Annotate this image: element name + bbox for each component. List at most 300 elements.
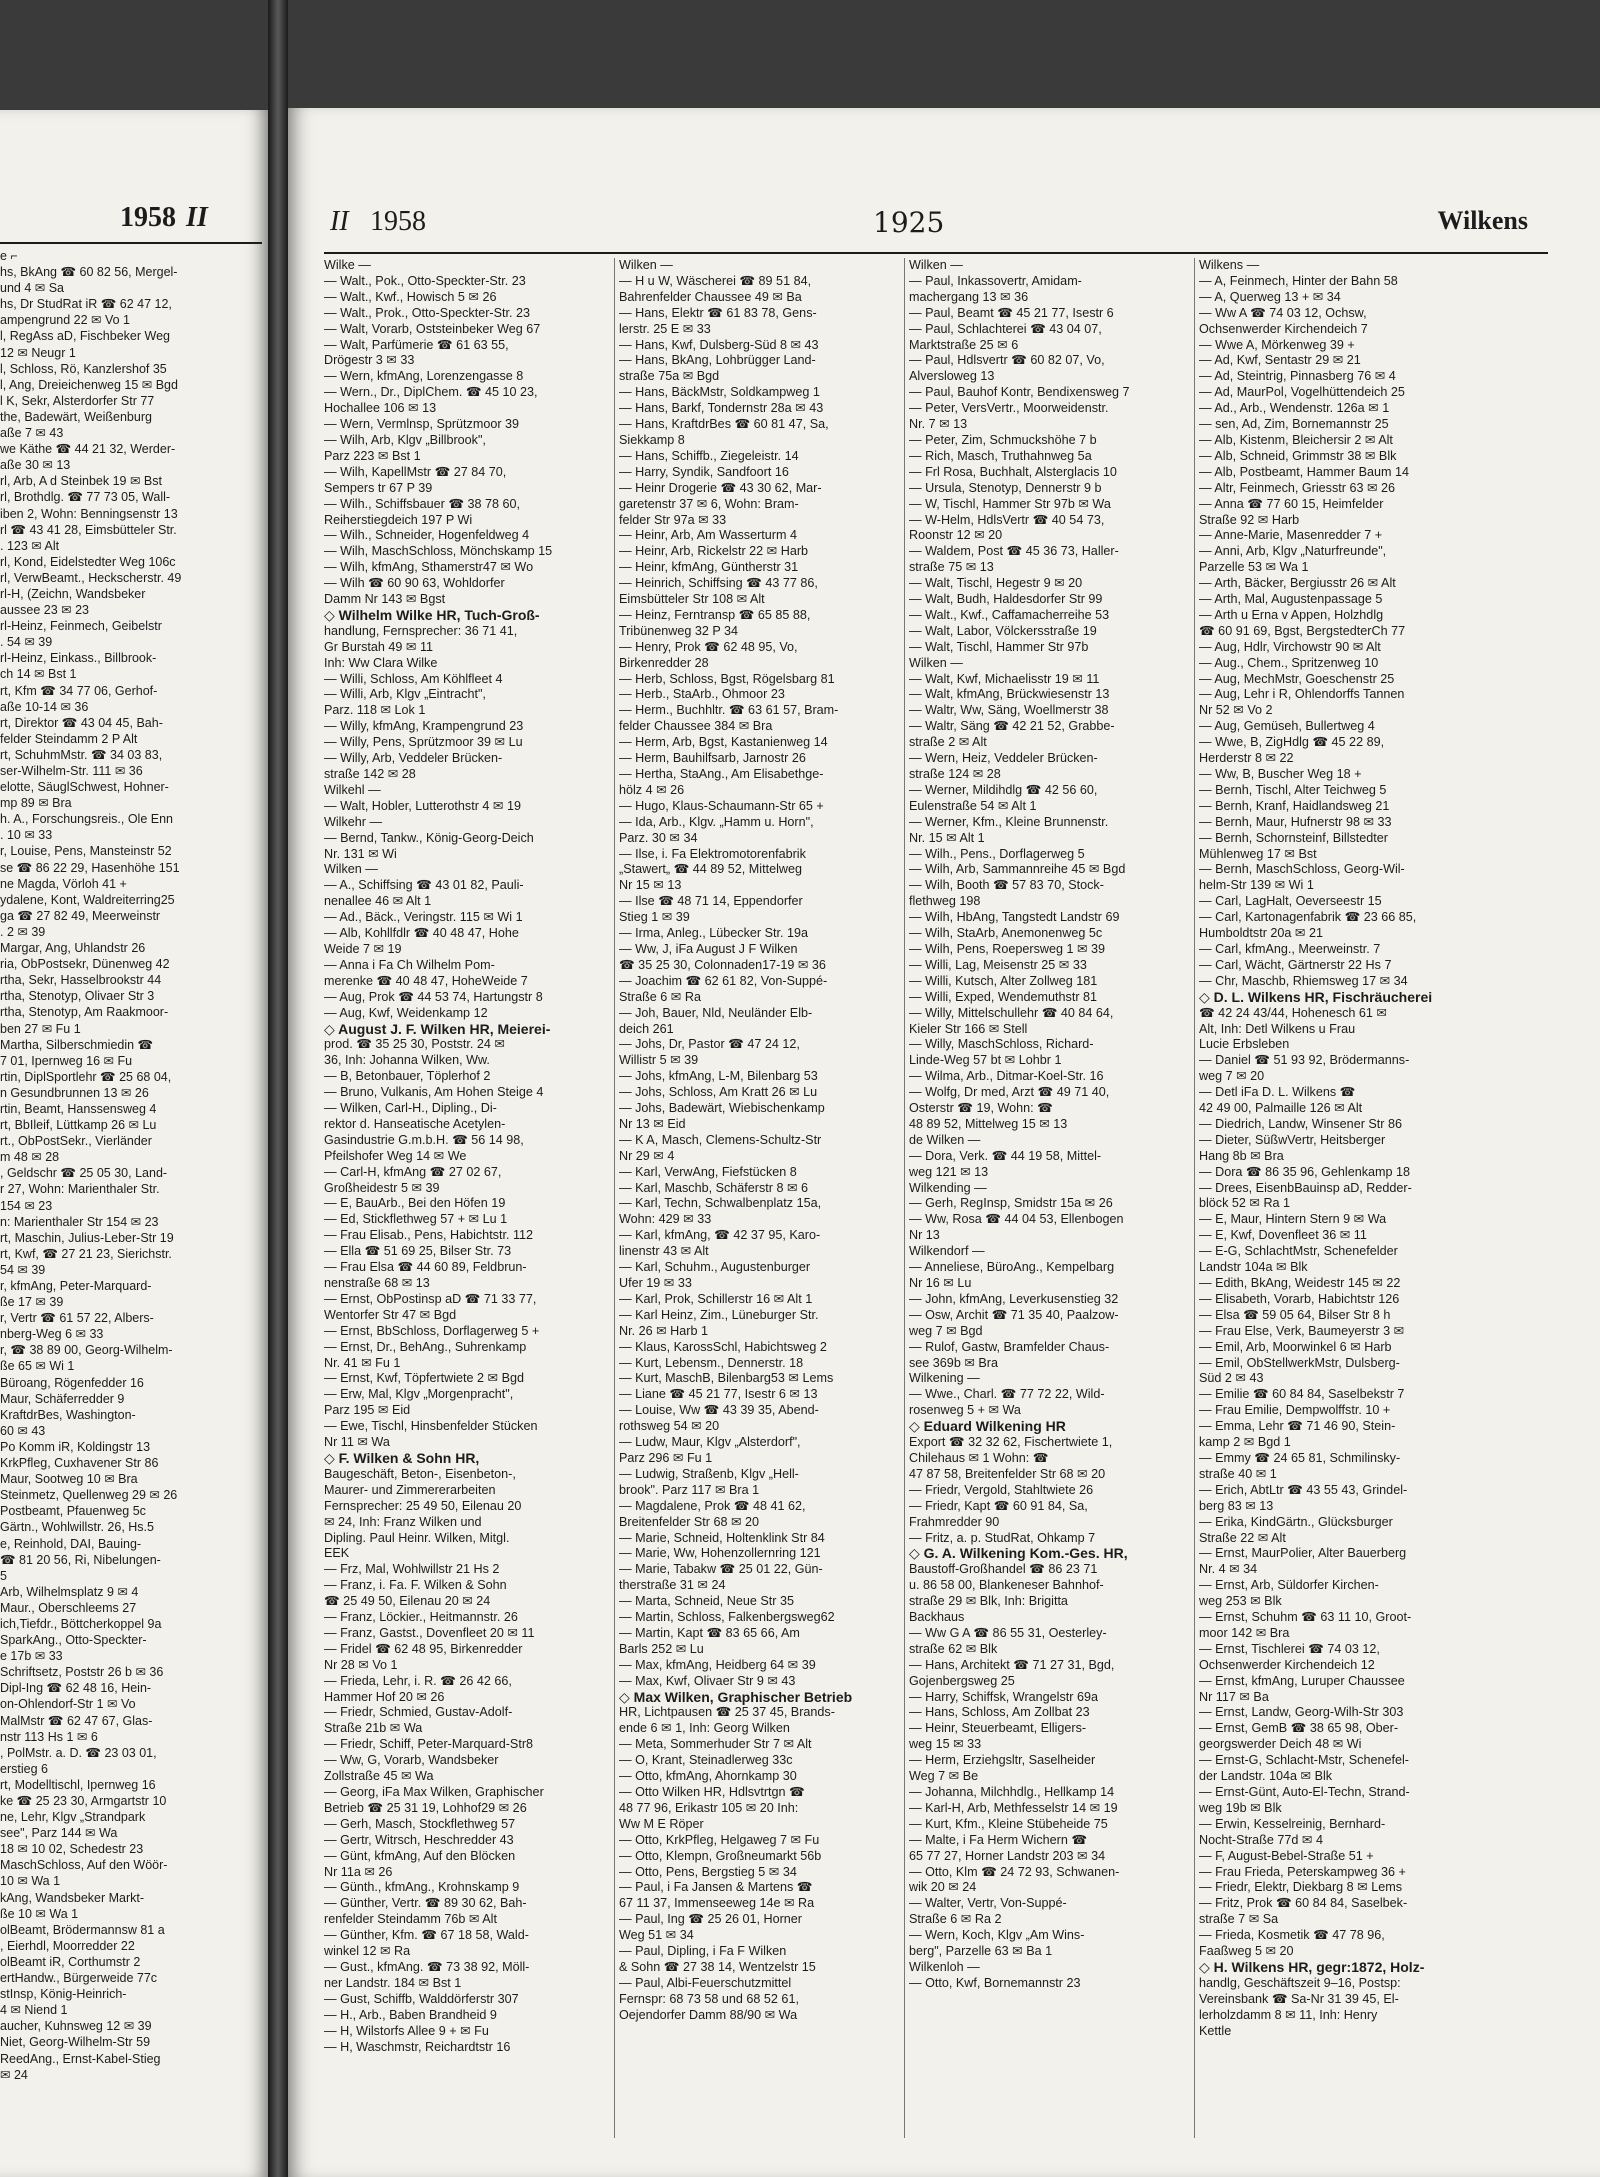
left-page-line: felder Steindamm 2 P Alt xyxy=(0,731,138,746)
left-page-line: ne Magda, Vörloh 41 + xyxy=(0,876,127,891)
directory-entry-line: lerholzdamm 8 ✉ 11, Inh: Henry xyxy=(1199,2007,1378,2022)
directory-entry-line: — Otto, KrkPfleg, Helgaweg 7 ✉ Fu xyxy=(619,1832,820,1847)
left-page-line: ße 10 ✉ Wa 1 xyxy=(0,1906,79,1921)
left-page-line: r, Vertr ☎ 61 57 22, Albers- xyxy=(0,1311,154,1326)
directory-entry-line: — Peter, Zim, Schmuckshöhe 7 b xyxy=(909,432,1097,447)
directory-entry-line: 48 89 52, Mittelweg 15 ✉ 13 xyxy=(909,1116,1068,1131)
left-page-line: rl, Brothdlg. ☎ 77 73 05, Wall- xyxy=(0,490,171,505)
directory-entry-line: weg 121 ✉ 13 xyxy=(909,1164,989,1179)
directory-entry-line: Nr 13 xyxy=(909,1228,940,1243)
left-page-line: ich,Tiefdr., Böttcherkoppel 9a xyxy=(0,1616,162,1631)
directory-entry-line: — Arth, Mal, Augustenpassage 5 xyxy=(1199,592,1383,607)
left-page-line: ☎ 81 20 56, Ri, Nibelungen- xyxy=(0,1552,161,1567)
left-page-line: rt, Modelltischl, Ipernweg 16 xyxy=(0,1777,156,1792)
directory-entry-line: — Aug, Hdlr, Virchowstr 90 ✉ Alt xyxy=(1199,639,1381,654)
directory-entry-line: — Alb, Kohllfdlr ☎ 40 48 47, Hohe xyxy=(324,926,519,941)
directory-entry-line: Nr 15 ✉ 13 xyxy=(619,878,682,893)
left-page-line: see", Parz 144 ✉ Wa xyxy=(0,1826,118,1841)
directory-entry-line: — Frl Rosa, Buchhalt, Alsterglacis 10 xyxy=(909,464,1117,479)
surname-heading: Wilke — xyxy=(324,258,371,272)
directory-entry-line: Roonstr 12 ✉ 20 xyxy=(909,528,1003,543)
firm-entry: ◇ Eduard Wilkening HR xyxy=(909,1419,1066,1435)
directory-entry-line: — sen, Ad, Zim, Bornemannstr 25 xyxy=(1199,417,1389,432)
directory-entry-line: — Elisabeth, Vorarb, Habichtstr 126 xyxy=(1199,1291,1400,1306)
left-page-line: 18 ✉ 10 02, Schedestr 23 xyxy=(0,1842,144,1857)
directory-entry-line: — Bernh, Tischl, Alter Teichweg 5 xyxy=(1199,782,1387,797)
directory-entry-line: — Walt, Parfümerie ☎ 61 63 55, xyxy=(324,337,509,352)
directory-entry-line: straße 62 ✉ Blk xyxy=(909,1641,998,1656)
directory-entry-line: — Günther, Vertr. ☎ 89 30 62, Bah- xyxy=(324,1896,527,1911)
left-page-line: mp 89 ✉ Bra xyxy=(0,796,72,811)
directory-entry-line: — Willy, Pens, Sprützmoor 39 ✉ Lu xyxy=(324,735,523,750)
directory-entry-line: — Wilh., Schiffsbauer ☎ 38 78 60, xyxy=(324,496,521,511)
left-page-line: . 10 ✉ 33 xyxy=(0,828,53,843)
left-page-year: 1958 xyxy=(120,202,176,233)
directory-entry-line: Parz. 118 ✉ Lok 1 xyxy=(324,703,426,718)
directory-entry-line: — Ursula, Stenotyp, Dennerstr 9 b xyxy=(909,480,1102,495)
directory-entry-line: — Bernh, MaschSchloss, Georg-Wil- xyxy=(1199,862,1405,877)
directory-entry-line: 48 77 96, Erikastr 105 ✉ 20 Inh: xyxy=(619,1800,799,1815)
directory-entry-line: wik 20 ✉ 24 xyxy=(909,1880,977,1895)
directory-entry-line: — Aug., Chem., Spritzenweg 10 xyxy=(1199,655,1379,670)
directory-entry-line: — Wern., Dr., DiplChem. ☎ 45 10 23, xyxy=(324,385,538,400)
left-page-line: ke ☎ 25 23 30, Armgartstr 10 xyxy=(0,1794,167,1808)
directory-entry-line: deich 261 xyxy=(619,1021,674,1036)
left-page-line: aße 30 ✉ 13 xyxy=(0,458,71,473)
directory-entry-line: — Hans, KraftdrBes ☎ 60 81 47, Sa, xyxy=(619,417,829,432)
surname-heading: Wilken — xyxy=(909,258,963,272)
directory-entry-line: therstraße 31 ✉ 24 xyxy=(619,1578,726,1593)
left-page-line: rl, Kond, Eidelstedter Weg 106c xyxy=(0,554,176,569)
directory-entry-line: — Herb, Schloss, Bgst, Rögelsbarg 81 xyxy=(619,671,835,686)
directory-entry-line: Weg 7 ✉ Be xyxy=(909,1769,979,1784)
directory-entry-line: — Otto Wilken HR, Hdlsvtrtgn ☎ xyxy=(619,1785,805,1799)
firm-entry: ◇ H. Wilkens HR, gegr:1872, Holz- xyxy=(1199,1959,1425,1975)
directory-entry-line: Nr 117 ✉ Ba xyxy=(1199,1689,1269,1704)
directory-entry-line: Parz 195 ✉ Eid xyxy=(324,1403,411,1418)
left-page-line: h. A., Forschungsreis., Ole Enn xyxy=(0,812,173,827)
directory-entry-line: — A, Querweg 13 + ✉ 34 xyxy=(1199,289,1341,304)
directory-entry-line: Straße 21b ✉ Wa xyxy=(324,1721,423,1736)
left-page-line: ch 14 ✉ Bst 1 xyxy=(0,667,77,682)
directory-entry-line: — Waltr, Säng ☎ 42 21 52, Grabbe- xyxy=(909,719,1115,734)
left-page-line: l K, Sekr, Alsterdorfer Str 77 xyxy=(0,393,155,408)
left-page-line: ampengrund 22 ✉ Vo 1 xyxy=(0,313,131,328)
directory-entry-line: — Gerh, RegInsp, Smidstr 15a ✉ 26 xyxy=(909,1196,1113,1211)
directory-entry-line: Backhaus xyxy=(909,1610,965,1625)
directory-entry-line: Osterstr ☎ 19, Wohn: ☎ xyxy=(909,1101,1053,1116)
directory-entry-line: Herderstr 8 ✉ 22 xyxy=(1199,751,1294,766)
directory-entry-line: — Dora ☎ 86 35 96, Gehlenkamp 18 xyxy=(1199,1164,1411,1179)
directory-column-1 xyxy=(324,258,608,2138)
directory-entry-line: — Paul, Albi-Feuerschutzmittel xyxy=(619,1975,792,1990)
directory-entry-line: — Kurt, Kfm., Kleine Stübeheide 75 xyxy=(909,1816,1108,1831)
directory-entry-line: — Erika, KindGärtn., Glücksburger xyxy=(1199,1514,1393,1529)
directory-entry-line: — Ernst, Tischlerei ☎ 74 03 12, xyxy=(1199,1641,1380,1656)
directory-entry-line: — Günth., kfmAng., Krohnskamp 9 xyxy=(324,1880,520,1895)
directory-entry-line: straße 75a ✉ Bgd xyxy=(619,369,720,384)
directory-entry-line: ☎ 60 91 69, Bgst, BergstedterCh 77 xyxy=(1199,623,1406,638)
directory-entry-line: — Hans, Schloss, Am Zollbat 23 xyxy=(909,1705,1090,1720)
directory-entry-line: Nr 16 ✉ Lu xyxy=(909,1276,972,1290)
directory-entry-line: — Willi, Exped, Wendemuthstr 81 xyxy=(909,989,1098,1004)
directory-entry-line: — Peter, VersVertr., Moorweidenstr. xyxy=(909,401,1109,416)
directory-entry-line: — Anna ☎ 77 60 15, Heimfelder xyxy=(1199,496,1384,511)
left-header-rule xyxy=(0,242,262,244)
directory-entry-line: — Daniel ☎ 51 93 92, Brödermanns- xyxy=(1199,1053,1410,1068)
directory-entry-line: — Ernst, Schuhm ☎ 63 11 10, Groot- xyxy=(1199,1610,1412,1625)
directory-entry-line: lerstr. 25 E ✉ 33 xyxy=(619,321,711,336)
directory-entry-line: — Paul, Beamt ☎ 45 21 77, Isestr 6 xyxy=(909,305,1114,320)
directory-entry-line: — Herb., StaArb., Ohmoor 23 xyxy=(619,687,785,702)
directory-entry-line: — Walt., Pok., Otto-Speckter-Str. 23 xyxy=(324,273,526,288)
directory-entry-line: — Alb, Postbeamt, Hammer Baum 14 xyxy=(1199,464,1409,479)
left-page-line: l, Schloss, Rö, Kanzlershof 35 xyxy=(0,361,167,376)
left-page-line: Maur, Sootweg 10 ✉ Bra xyxy=(0,1472,138,1487)
directory-entry-line: Parz. 30 ✉ 34 xyxy=(619,830,698,845)
directory-entry-line: — Joh, Bauer, Nld, Neuländer Elb- xyxy=(619,1005,813,1020)
directory-entry-line: — Aug, MechMstr, Goeschenstr 25 xyxy=(1199,671,1395,686)
directory-entry-line: — Ad., Arb., Wendenstr. 126a ✉ 1 xyxy=(1199,401,1390,416)
directory-entry-line: — Johs, kfmAng, L-M, Bilenbarg 53 xyxy=(619,1069,818,1084)
directory-entry-line: Maurer- und Zimmererarbeiten xyxy=(324,1482,496,1497)
surname-heading: Wilkening — xyxy=(909,1371,980,1386)
directory-entry-line: — Walt., Kwf., Howisch 5 ✉ 26 xyxy=(324,289,497,304)
left-page-line: , Geldschr ☎ 25 05 30, Land- xyxy=(0,1166,168,1181)
directory-entry-line: blöck 52 ✉ Ra 1 xyxy=(1199,1196,1291,1211)
directory-entry-line: — Dieter, SüßwVertr, Heitsberger xyxy=(1199,1132,1386,1147)
directory-entry-line: — Wilh, HbAng, Tangstedt Landstr 69 xyxy=(909,910,1120,925)
directory-entry-line: — H u W, Wäscherei ☎ 89 51 84, xyxy=(619,273,812,288)
directory-entry-line: Alversloweg 13 xyxy=(909,369,995,384)
directory-entry-line: — Heinr, Arb, Am Wasserturm 4 xyxy=(619,528,797,543)
directory-entry-line: — Irma, Anleg., Lübecker Str. 19a xyxy=(619,926,809,941)
directory-entry-line: — Carl, Wächt, Gärtnerstr 22 Hs 7 xyxy=(1199,957,1392,972)
directory-entry-line: Ochsenwerder Kirchendeich 12 xyxy=(1199,1657,1375,1672)
directory-entry-line: — Heinrich, Schiffsing ☎ 43 77 86, xyxy=(619,576,818,591)
directory-entry-line: Tribünenweg 32 P 34 xyxy=(619,623,739,638)
directory-entry-line: — Henry, Prok ☎ 62 48 95, Vo, xyxy=(619,639,798,654)
directory-entry-line: straße 75 ✉ 13 xyxy=(909,560,994,575)
left-page-header xyxy=(120,202,208,234)
directory-entry-line: Nr 11a ✉ 26 xyxy=(324,1864,393,1879)
directory-entry-line: — Detl iFa D. L. Wilkens ☎ xyxy=(1199,1085,1356,1100)
left-page-line: kAng, Wandsbeker Markt- xyxy=(0,1890,145,1905)
directory-entry-line: brook". Parz 117 ✉ Bra 1 xyxy=(619,1482,760,1497)
directory-entry-line: — Erich, AbtLtr ☎ 43 55 43, Grindel- xyxy=(1199,1482,1408,1497)
directory-entry-line: — Friedr, Elektr, Diekbarg 8 ✉ Lems xyxy=(1199,1880,1403,1895)
left-page-line: . 54 ✉ 39 xyxy=(0,635,53,650)
left-page-line: 4 ✉ Niend 1 xyxy=(0,2003,68,2018)
directory-entry-line: — Willi, Arb, Klgv „Eintracht", xyxy=(324,687,486,702)
directory-entry-line: — Ad, MaurPol, Vogelhüttendeich 25 xyxy=(1199,385,1405,400)
directory-entry-line: winkel 12 ✉ Ra xyxy=(324,1944,411,1959)
directory-entry-line: — Karl Heinz, Zim., Lüneburger Str. xyxy=(619,1307,819,1322)
surname-heading: Wilkehr — xyxy=(324,814,383,829)
left-page-line: elotte, SäuglSchwest, Hohner- xyxy=(0,780,169,795)
directory-entry-line: — Werner, Kfm., Kleine Brunnenstr. xyxy=(909,814,1109,829)
directory-entry-line: — Klaus, KarossSchl, Habichtsweg 2 xyxy=(619,1339,827,1354)
directory-entry-line: & Sohn ☎ 27 38 14, Wentzelstr 15 xyxy=(619,1959,816,1974)
left-page-line: l, RegAss aD, Fischbeker Weg xyxy=(0,329,170,344)
left-page-line: ertHandw., Bürgerweide 77c xyxy=(0,1971,158,1986)
directory-entry-line: — Rulof, Gastw, Bramfelder Chaus- xyxy=(909,1339,1110,1354)
left-page-line: 10 ✉ Wa 1 xyxy=(0,1874,61,1889)
directory-entry-line: straße 29 ✉ Blk, Inh: Brigitta xyxy=(909,1594,1068,1609)
directory-entry-line: — Walt, Budh, Haldesdorfer Str 99 xyxy=(909,592,1103,607)
left-page xyxy=(0,110,268,2177)
left-page-line: se ☎ 86 22 29, Hasenhöhe 151 xyxy=(0,860,180,875)
directory-entry-line: u. 86 58 00, Blankeneser Bahnhof- xyxy=(909,1578,1104,1593)
directory-entry-line: — Georg, iFa Max Wilken, Graphischer xyxy=(324,1785,544,1799)
left-page-line: rtha, Stenotyp, Am Raakmoor- xyxy=(0,1005,169,1020)
directory-entry-line: Breitenfelder Str 68 ✉ 20 xyxy=(619,1514,760,1529)
directory-entry-line: — Gertr, Witrsch, Heschredder 43 xyxy=(324,1832,514,1847)
directory-entry-line: — Ernst-Günt, Auto-El-Techn, Strand- xyxy=(1199,1785,1410,1799)
directory-entry-line: — Fridel ☎ 62 48 95, Birkenredder xyxy=(324,1641,523,1656)
directory-entry-line: — Ad, Kwf, Sentastr 29 ✉ 21 xyxy=(1199,353,1361,368)
directory-entry-line: — Marie, Tabakw ☎ 25 01 22, Gün- xyxy=(619,1562,823,1577)
directory-entry-line: — Franz, i. Fa. F. Wilken & Sohn xyxy=(324,1578,507,1593)
directory-entry-line: rektor d. Hanseatische Acetylen- xyxy=(324,1116,506,1131)
left-page-line: m 48 ✉ 28 xyxy=(0,1150,60,1165)
directory-entry-line: Ww M E Röper xyxy=(619,1816,704,1831)
left-page-line: MalMstr ☎ 62 47 67, Glas- xyxy=(0,1713,153,1728)
directory-entry-line: — Walt., Kwf., Caffamacherreihe 53 xyxy=(909,607,1110,622)
directory-entry-line: — Max, kfmAng, Heidberg 64 ✉ 39 xyxy=(619,1657,816,1672)
directory-entry-line: — Johs, Schloss, Am Kratt 26 ✉ Lu xyxy=(619,1085,818,1100)
directory-entry-line: — Frau Else, Verk, Baumeyerstr 3 ✉ xyxy=(1199,1323,1405,1338)
directory-entry-line: — Ww, B, Buscher Weg 18 + xyxy=(1199,767,1362,781)
directory-entry-line: — Günt, kfmAng, Auf den Blöcken xyxy=(324,1848,516,1863)
directory-entry-line: weg 15 ✉ 33 xyxy=(909,1737,982,1752)
directory-entry-line: helm-Str 139 ✉ Wi 1 xyxy=(1199,878,1314,893)
directory-entry-line: HR, Lichtpausen ☎ 25 37 45, Brands- xyxy=(619,1705,835,1720)
directory-entry-line: — Ernst, BbSchloss, Dorflagerweg 5 + xyxy=(324,1323,540,1338)
directory-entry-line: — Wern, kfmAng, Lorenzengasse 8 xyxy=(324,369,524,384)
directory-entry-line: — Malte, i Fa Herm Wichern ☎ xyxy=(909,1832,1088,1847)
directory-entry-line: Straße 22 ✉ Alt xyxy=(1199,1530,1286,1545)
directory-entry-line: — Franz, Löckier., Heitmannstr. 26 xyxy=(324,1610,518,1625)
left-page-line: ydalene, Kont, Waldreiterring25 xyxy=(0,892,175,907)
directory-column-4 xyxy=(1194,258,1499,2138)
directory-entry-line: Großheidestr 5 ✉ 39 xyxy=(324,1180,440,1195)
directory-entry-line: — Hans, Elektr ☎ 61 83 78, Gens- xyxy=(619,305,817,320)
surname-heading: Wilkens — xyxy=(1199,258,1260,272)
left-page-line: Dipl-Ing ☎ 62 48 16, Hein- xyxy=(0,1681,152,1696)
directory-entry-line: Nr. 15 ✉ Alt 1 xyxy=(909,830,985,845)
directory-entry-line: — Hans, Architekt ☎ 71 27 31, Bgd, xyxy=(909,1657,1115,1672)
directory-entry-line: Betrieb ☎ 25 31 19, Lohhof29 ✉ 26 xyxy=(324,1800,527,1815)
directory-entry-line: Kieler Str 166 ✉ Stell xyxy=(909,1021,1028,1036)
left-page-line: , Eierhdl, Moorredder 22 xyxy=(0,1938,135,1953)
directory-entry-line: Dipling. Paul Heinr. Wilken, Mitgl. xyxy=(324,1530,510,1545)
directory-entry-line: Baustoff-Großhandel ☎ 86 23 71 xyxy=(909,1562,1098,1577)
directory-entry-line: Ufer 19 ✉ 33 xyxy=(619,1276,692,1290)
directory-entry-line: — Emil, Arb, Moorwinkel 6 ✉ Harb xyxy=(1199,1339,1392,1354)
left-page-line: rl-Heinz, Feinmech, Geibelstr xyxy=(0,619,162,634)
directory-entry-line: — Emmy ☎ 24 65 81, Schmilinsky- xyxy=(1199,1450,1401,1465)
directory-entry-line: — Otto, Pens, Bergstieg 5 ✉ 34 xyxy=(619,1864,797,1879)
directory-entry-line: — Friedr, Schmied, Gustav-Adolf- xyxy=(324,1705,513,1720)
directory-entry-line: — Karl, Prok, Schillerstr 16 ✉ Alt 1 xyxy=(619,1291,813,1306)
directory-entry-line: Reiherstiegdeich 197 P Wi xyxy=(324,512,473,527)
left-page-line: ne, Lehr, Klgv „Strandpark xyxy=(0,1810,146,1825)
directory-entry-line: — Bernh, Maur, Hufnerstr 98 ✉ 33 xyxy=(1199,814,1392,829)
left-page-line: the, Badewärt, Weißenburg xyxy=(0,409,152,424)
left-page-line: ser-Wilhelm-Str. 111 ✉ 36 xyxy=(0,764,143,778)
directory-entry-line: 42 49 00, Palmaille 126 ✉ Alt xyxy=(1199,1101,1363,1116)
directory-entry-line: — Ernst, Kwf, Töpfertwiete 2 ✉ Bgd xyxy=(324,1371,525,1386)
directory-entry-line: — Gust., kfmAng. ☎ 73 38 92, Möll- xyxy=(324,1959,530,1974)
directory-entry-line: Straße 6 ✉ Ra xyxy=(619,989,701,1004)
firm-entry: ◇ Wilhelm Wilke HR, Tuch-Groß- xyxy=(324,607,540,623)
left-page-line: erstieg 6 xyxy=(0,1761,48,1776)
directory-entry-line: — A, Feinmech, Hinter der Bahn 58 xyxy=(1199,273,1398,288)
left-page-line: ria, ObPostsekr, Dünenweg 42 xyxy=(0,957,170,972)
directory-entry-line: — Martin, Kapt ☎ 83 65 66, Am xyxy=(619,1625,800,1640)
directory-entry-line: Humboldtstr 20a ✉ 21 xyxy=(1199,926,1323,941)
directory-entry-line: georgswerder Deich 48 ✉ Wi xyxy=(1199,1737,1362,1752)
left-page-line: rl ☎ 43 41 28, Eimsbütteler Str. xyxy=(0,522,177,537)
directory-entry-line: — Wolfg, Dr med, Arzt ☎ 49 71 40, xyxy=(909,1085,1110,1100)
directory-entry-line: — Ww, G, Vorarb, Wandsbeker xyxy=(324,1753,499,1768)
directory-entry-line: Stieg 1 ✉ 39 xyxy=(619,910,690,925)
directory-entry-line: — Ludw, Maur, Klgv „Alsterdorf", xyxy=(619,1435,801,1450)
directory-entry-line: — Diedrich, Landw, Winsener Str 86 xyxy=(1199,1116,1402,1131)
surname-heading: Wilkending — xyxy=(909,1180,987,1195)
directory-entry-line: Gr Burstah 49 ✉ 11 xyxy=(324,639,434,654)
directory-entry-line: — Bernd, Tankw., König-Georg-Deich xyxy=(324,830,534,845)
left-page-line: we Käthe ☎ 44 21 32, Werder- xyxy=(0,442,176,457)
directory-entry-line: — Louise, Ww ☎ 43 39 35, Abend- xyxy=(619,1403,819,1418)
directory-entry-line: — Liane ☎ 45 21 77, Isestr 6 ✉ 13 xyxy=(619,1387,818,1402)
directory-entry-line: straße 2 ✉ Alt xyxy=(909,735,987,750)
left-page-line: iben 2, Wohn: Benningsenstr 13 xyxy=(0,506,178,521)
left-page-line: aße 10-14 ✉ 36 xyxy=(0,699,89,714)
left-page-line: ga ☎ 27 82 49, Meerweinstr xyxy=(0,908,161,923)
directory-entry-line: ☎ 42 24 43/44, Hohenesch 61 ✉ xyxy=(1199,1005,1387,1020)
directory-entry-line: — Frz, Mal, Wohlwillstr 21 Hs 2 xyxy=(324,1562,500,1577)
directory-entry-line: — Wilh, StaArb, Anemonenweg 5c xyxy=(909,926,1103,941)
left-page-line: rt, Kfm ☎ 34 77 06, Gerhof- xyxy=(0,683,158,698)
left-page-line: rt, Kwf, ☎ 27 21 23, Sierichstr. xyxy=(0,1246,172,1261)
directory-entry-line: Nr. 7 ✉ 13 xyxy=(909,417,968,432)
left-page-line: und 4 ✉ Sa xyxy=(0,281,64,296)
directory-entry-line: — B, Betonbauer, Töplerhof 2 xyxy=(324,1069,491,1084)
directory-entry-line: — Wilh, kfmAng, Sthamerstr47 ✉ Wo xyxy=(324,560,534,575)
directory-entry-line: Zollstraße 45 ✉ Wa xyxy=(324,1769,434,1784)
directory-entry-line: — Wilh ☎ 60 90 63, Wohldorfer xyxy=(324,576,505,591)
surname-heading: Wilken — xyxy=(619,258,673,272)
directory-entry-line: — Ernst, GemB ☎ 38 65 98, Ober- xyxy=(1199,1721,1399,1736)
directory-entry-line: — E, Maur, Hintern Stern 9 ✉ Wa xyxy=(1199,1212,1387,1227)
directory-entry-line: Hammer Hof 20 ✉ 26 xyxy=(324,1689,445,1704)
left-page-line: 60 ✉ 43 xyxy=(0,1423,46,1438)
directory-entry-line: Kettle xyxy=(1199,2023,1232,2038)
left-page-line: rl, VerwBeamt., Heckscherstr. 49 xyxy=(0,570,182,585)
directory-entry-line: — Joachim ☎ 62 61 82, Von-Suppé- xyxy=(619,973,828,988)
directory-entry-line: Straße 6 ✉ Ra 2 xyxy=(909,1912,1002,1927)
directory-entry-line: — Walt., Prok., Otto-Speckter-Str. 23 xyxy=(324,305,530,320)
directory-entry-line: Nr 52 ✉ Vo 2 xyxy=(1199,703,1273,718)
left-page-line: r 27, Wohn: Marienthaler Str. xyxy=(0,1182,160,1197)
directory-entry-line: Nr 28 ✉ Vo 1 xyxy=(324,1657,398,1672)
directory-entry-line: — Ed, Stickflethweg 57 + ✉ Lu 1 xyxy=(324,1212,508,1227)
directory-entry-line: — Gust, Schiffb, Walddörferstr 307 xyxy=(324,1991,519,2006)
directory-entry-line: Nr 29 ✉ 4 xyxy=(619,1148,675,1163)
directory-entry-line: — Arth, Bäcker, Bergiusstr 26 ✉ Alt xyxy=(1199,576,1396,591)
left-page-line: . 123 ✉ Alt xyxy=(0,538,60,553)
directory-entry-line: — H., Arb., Baben Brandheid 9 xyxy=(324,2007,497,2022)
directory-entry-line: — Hertha, StaAng., Am Elisabethge- xyxy=(619,767,824,781)
left-page-line: ✉ 24 xyxy=(0,2067,28,2082)
directory-entry-line: — Marta, Schneid, Neue Str 35 xyxy=(619,1594,794,1609)
directory-entry-line: — Frau Elsa ☎ 44 60 89, Feldbrun- xyxy=(324,1260,527,1275)
directory-entry-line: nenstraße 68 ✉ 13 xyxy=(324,1276,430,1290)
directory-entry-line: — Walt, Tischl, Hegestr 9 ✉ 20 xyxy=(909,576,1083,591)
directory-entry-line: — O, Krant, Steinadlerweg 33c xyxy=(619,1753,793,1768)
right-page-year: 1958 xyxy=(370,206,426,237)
directory-entry-line: Parz 223 ✉ Bst 1 xyxy=(324,448,421,463)
directory-entry-line: — Johs, Badewärt, Wiebischenkamp xyxy=(619,1101,825,1116)
directory-entry-line: — Martin, Schloss, Falkenbergsweg62 xyxy=(619,1610,835,1625)
directory-entry-line: Parzelle 53 ✉ Wa 1 xyxy=(1199,560,1309,575)
directory-entry-line: — Walt, Vorarb, Oststeinbeker Weg 67 xyxy=(324,321,541,336)
left-page-line: e ⌐ xyxy=(0,249,18,263)
directory-entry-line: 47 87 58, Breitenfelder Str 68 ✉ 20 xyxy=(909,1466,1106,1481)
directory-entry-line: — Gerh, Masch, Stockflethweg 57 xyxy=(324,1816,516,1831)
directory-entry-line: — Karl, Maschb, Schäferstr 8 ✉ 6 xyxy=(619,1180,809,1195)
directory-entry-line: kamp 2 ✉ Bgd 1 xyxy=(1199,1435,1291,1450)
directory-entry-line: — Alb, Kistenm, Bleichersir 2 ✉ Alt xyxy=(1199,432,1393,447)
left-page-line: olBeamt, Brödermannsw 81 a xyxy=(0,1922,165,1937)
directory-entry-line: Eimsbütteler Str 108 ✉ Alt xyxy=(619,592,765,607)
directory-entry-line: Weg 51 ✉ 34 xyxy=(619,1928,694,1943)
directory-entry-line: — Heinr, kfmAng, Güntherstr 31 xyxy=(619,560,799,575)
directory-entry-line: — Frau Frieda, Peterskampweg 36 + xyxy=(1199,1864,1406,1879)
directory-entry-line: straße 7 ✉ Sa xyxy=(1199,1912,1279,1927)
directory-entry-line: — Wilh, MaschSchloss, Mönchskamp 15 xyxy=(324,544,553,559)
directory-entry-line: — Franz, Gastst., Dovenfleet 20 ✉ 11 xyxy=(324,1625,535,1640)
directory-entry-line: — E, Kwf, Dovenfleet 36 ✉ 11 xyxy=(1199,1228,1367,1243)
left-page-line: Maur, Schäferredder 9 xyxy=(0,1391,125,1406)
directory-entry-line: 67 11 37, Immenseeweg 14e ✉ Ra xyxy=(619,1896,815,1911)
directory-entry-line: — Bruno, Vulkanis, Am Hohen Steige 4 xyxy=(324,1085,544,1100)
directory-entry-line: — Hans, BkAng, Lohbrügger Land- xyxy=(619,353,816,368)
left-page-line: rtha, Stenotyp, Olivaer Str 3 xyxy=(0,989,155,1004)
left-page-line: hs, Dr StudRat iR ☎ 62 47 12, xyxy=(0,297,172,312)
directory-entry-line: rothsweg 54 ✉ 20 xyxy=(619,1419,720,1434)
directory-entry-line: — Ww G A ☎ 86 55 31, Oesterley- xyxy=(909,1625,1107,1640)
directory-entry-line: — Aug, Kwf, Weidenkamp 12 xyxy=(324,1005,488,1020)
directory-entry-line: flethweg 198 xyxy=(909,894,981,909)
directory-entry-line: — Hans, Schiffb., Ziegeleistr. 14 xyxy=(619,448,799,463)
directory-entry-line: Drögestr 3 ✉ 33 xyxy=(324,353,415,368)
directory-entry-line: — K A, Masch, Clemens-Schultz-Str xyxy=(619,1132,822,1147)
directory-entry-line: — Anni, Arb, Klgv „Naturfreunde", xyxy=(1199,544,1387,559)
left-page-line: SparkAng., Otto-Speckter- xyxy=(0,1633,147,1648)
right-header-rule xyxy=(324,252,1548,254)
directory-entry-line: — Dora, Verk. ☎ 44 19 58, Mittel- xyxy=(909,1148,1102,1163)
directory-entry-line: — Ernst, Arb, Süldorfer Kirchen- xyxy=(1199,1578,1379,1593)
directory-column-2 xyxy=(614,258,903,2138)
directory-entry-line: straße 124 ✉ 28 xyxy=(909,767,1001,781)
directory-entry-line: ☎ 35 25 30, Colonnaden17-19 ✉ 36 xyxy=(619,957,826,972)
directory-entry-line: berg 83 ✉ 13 xyxy=(1199,1498,1274,1513)
left-page-line: 54 ✉ 39 xyxy=(0,1262,46,1277)
directory-entry-line: Birkenredder 28 xyxy=(619,655,709,670)
